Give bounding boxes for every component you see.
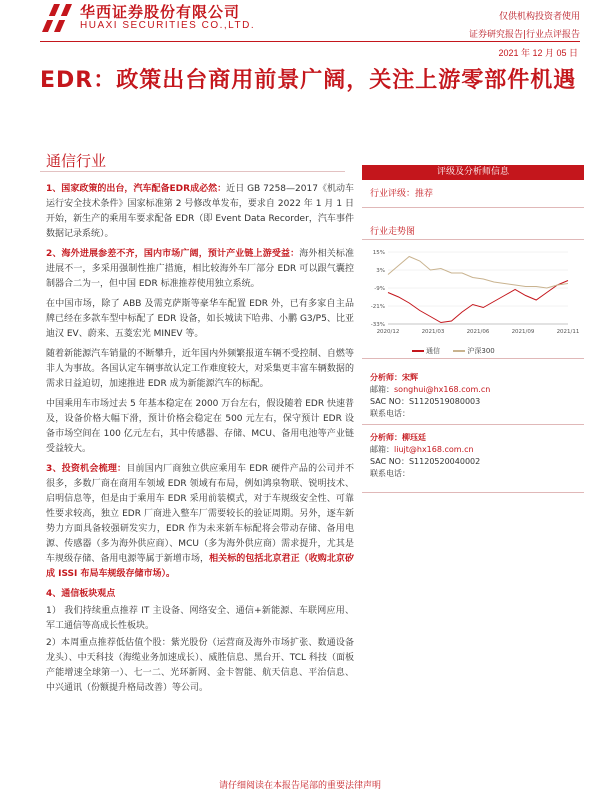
analyst-2-phone-label: 联系电话： [370, 469, 410, 478]
header-divider [40, 41, 580, 42]
section-4-title: 4、通信板块观点 [46, 589, 116, 599]
chart-legend [412, 346, 495, 356]
section-3 [46, 462, 354, 582]
analyst-1-name: 宋辉 [402, 373, 418, 382]
section-3-title: 3、投资机会梳理： [46, 464, 127, 474]
chart-x-tick-label: 2021/03 [421, 329, 445, 335]
section-4-point-2: 2）本周重点推荐低估值个股：紫光股份（运营商及海外市场扩张、数通设备龙头）、中天科技（海缆业务加速成长）、威胜信息、黑台开、TCL 科技（面板产能增速全球第一）、七一二、光环新网、金卡智能、航天信息、平治信息、中兴通讯（份额提升格局改善）等公司。 [46, 638, 354, 693]
brand-name-cn: 华西证券股份有限公司 [80, 3, 241, 21]
analyst-2-label: 分析师： [370, 433, 402, 442]
chart-x-tick-label: 2021/06 [466, 329, 490, 335]
section-2-paragraph-3: 随着新能源汽车销量的不断攀升，近年国内外频繁报道车辆不受控制、自燃等非人为事故。各国认定车辆事故认定工作难度较大，对采集更丰富车辆数据的需求日益迫切，加速推进 EDR 成为新能源汽车的标配。 [46, 349, 354, 389]
panel-header: 评级及分析师信息 [362, 165, 584, 180]
section-1 [46, 182, 354, 242]
analyst-2-sac: S1120520040002 [408, 457, 481, 466]
report-type: 证券研究报告|行业点评报告 [468, 30, 580, 40]
industry-label: 通信行业 [46, 152, 107, 170]
panel-divider [362, 424, 584, 425]
brand-name-en: HUAXI SECURITIES CO.,LTD. [80, 20, 256, 31]
section-2 [46, 247, 354, 292]
chart-y-tick-label: -9% [374, 286, 385, 292]
analyst-1-phone-label: 联系电话： [370, 409, 410, 418]
panel-divider [362, 239, 584, 240]
legend-csi300: 沪深300 [467, 347, 495, 355]
analyst-1-sac: S1120519080003 [408, 397, 481, 406]
panel-divider [362, 358, 584, 359]
legend-communications: 通信 [426, 347, 440, 355]
section-2-title: 2、海外进展参差不齐，国内市场广阔，预计产业链上游受益： [46, 249, 300, 259]
section-3-highlight: 相关标的包括北京君正（收购北京矽成 ISSI 布局车规级存储市场）。 [46, 554, 354, 579]
analyst-1-label: 分析师： [370, 373, 402, 382]
analyst-block-2 [370, 432, 480, 480]
main-content [46, 182, 354, 701]
legend-swatch-communications [412, 350, 424, 352]
chart-y-tick-label: -33% [370, 322, 385, 328]
analyst-1-email-label: 邮箱： [370, 385, 394, 394]
huaxi-logo-icon [40, 2, 74, 34]
industry-rating: 行业评级：推荐 [370, 189, 434, 199]
legend-swatch-csi300 [453, 350, 465, 352]
report-title: EDR：政策出台商用前景广阔，关注上游零部件机遇 [40, 68, 577, 93]
chart-x-tick-label: 2020/12 [376, 329, 400, 335]
section-4 [46, 587, 354, 602]
section-1-text: 近日 GB 7258—2017《机动车运行安全技术条件》国家标准第 2 号修改单发布，要求自 2022 年 1 月 1 日开始，新生产的乘用车要求配备 EDR（即 Event Data Recorder，汽车事件数据记录系统）。 [46, 184, 354, 239]
chart-x-tick-label: 2021/11 [556, 329, 580, 335]
analyst-2-sac-label: SAC NO： [370, 457, 409, 466]
trend-chart [362, 244, 584, 356]
report-date: 2021 年 12 月 05 日 [498, 48, 578, 58]
analyst-1-sac-label: SAC NO： [370, 397, 409, 406]
analyst-2-email[interactable]: liujt@hx168.com.cn [394, 445, 474, 454]
chart-series-csi300 [388, 257, 568, 289]
chart-y-tick-label: 15% [372, 250, 385, 256]
chart-y-tick-label: -21% [370, 304, 385, 310]
analyst-1-email[interactable]: songhui@hx168.com.cn [394, 385, 491, 394]
legal-footer: 请仔细阅读在本报告尾部的重要法律声明 [218, 781, 381, 791]
chart-x-tick-label: 2021/09 [511, 329, 535, 335]
section-3-text: 目前国内厂商独立供应乘用车 EDR 硬件产品的公司并不很多，多数厂商在商用车领域 EDR 领域有布局，例如鸿泉物联、锐明技术、启明信息等，但是由于乘用车 EDR 采用前装模式，对于车规级安全性、可靠性要求较高，独立 EDR 厂商进入整车厂需要较长的验证周期。另外，逐车新势力方面具备较强研发实力，EDR 作为未来新车标配将会带动存储、备用电源、传感器（多为海外供应商）、MCU（多为海外供应商）需求提升，尤其是车规级存储、备用电源等属于新增市场， [46, 464, 355, 564]
analyst-2-email-label: 邮箱： [370, 445, 394, 454]
section-4-point-1: 1） 我们持续重点推荐 IT 主设备、网络安全、通信+新能源、车联网应用、军工通信等高成长性板块。 [46, 606, 354, 631]
section-1-title: 1、国家政策的出台，汽车配备EDR成必然： [46, 184, 227, 194]
audience-note: 仅供机构投资者使用 [498, 12, 580, 22]
chart-y-tick-label: 3% [376, 268, 385, 274]
analyst-2-name: 柳珏廷 [402, 433, 426, 442]
section-2-paragraph-2: 在中国市场，除了 ABB 及需克萨斯等豪华车配置 EDR 外，已有多家自主品牌已经在多款车型中标配了 EDR 设备，如长城读下哈弗、小鹏 G3/P5、比亚迪汉 EV、蔚来、五菱宏光 MINEV 等。 [46, 299, 354, 339]
section-2-text: 海外相关标准进展不一，多采用强制性推广措施，相比较海外车厂部分 EDR 可以跟气囊控制器合二为一，但中国 EDR 标准推荐使用独立系统。 [46, 249, 354, 289]
section-2-paragraph-4: 中国乘用车市场过去 5 年基本稳定在 2000 万台左右，假设随着 EDR 快速普及，设备价格大幅下滑，预计价格会稳定在 500 元左右，保守预计 EDR 设备市场空间在 100 亿元左右，其中传感器、存储、MCU、备用电池等产业链受益较大。 [46, 399, 354, 454]
analyst-block-1 [370, 372, 490, 420]
panel-divider [362, 207, 584, 208]
trend-chart-label: 行业走势图 [370, 227, 416, 237]
industry-divider [40, 171, 345, 172]
panel-divider [362, 492, 584, 493]
